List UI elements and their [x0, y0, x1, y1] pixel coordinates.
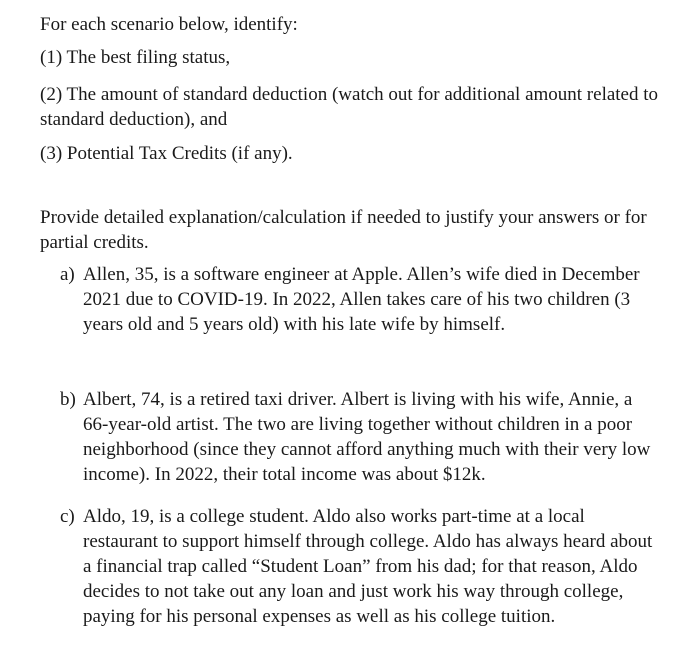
scenario-b-text: Albert, 74, is a retired taxi driver. Albert is living with his wife, Annie, a 66-year-old artist. The two are living together without children in a poor neighborhood (since they cannot afford anything much with their very low income). In 2022, their total income was about $12k. [83, 389, 651, 485]
scenario-c-label: c) [60, 506, 75, 527]
requirement-item-3: (3) Potential Tax Credits (if any). [40, 143, 293, 164]
scenario-b [60, 387, 660, 487]
scenario-a [60, 262, 660, 337]
scenario-a-text: Allen, 35, is a software engineer at Apple. Allen’s wife died in December 2021 due to COVID-19. In 2022, Allen takes care of his two children (3 years old and 5 years old) with his late wife by himself. [83, 264, 640, 335]
instructions-text: Provide detailed explanation/calculation if needed to justify your answers or for partial credits. [40, 207, 647, 253]
scenario-c [60, 504, 660, 629]
requirement-item-1: (1) The best filing status, [40, 47, 231, 68]
scenario-c-text: Aldo, 19, is a college student. Aldo also works part-time at a local restaurant to support himself through college. Aldo has always heard about a financial trap called “Student Loan” from his dad; for that reason, Aldo decides to not take out any loan and just work his way through college, paying for his personal expenses as well as his college tuition. [83, 506, 653, 627]
scenario-b-label: b) [60, 389, 76, 410]
requirement-item-2: (2) The amount of standard deduction (watch out for additional amount related to standard deduction), and [40, 84, 659, 130]
scenario-a-label: a) [60, 264, 75, 285]
intro-text: For each scenario below, identify: [40, 14, 298, 35]
